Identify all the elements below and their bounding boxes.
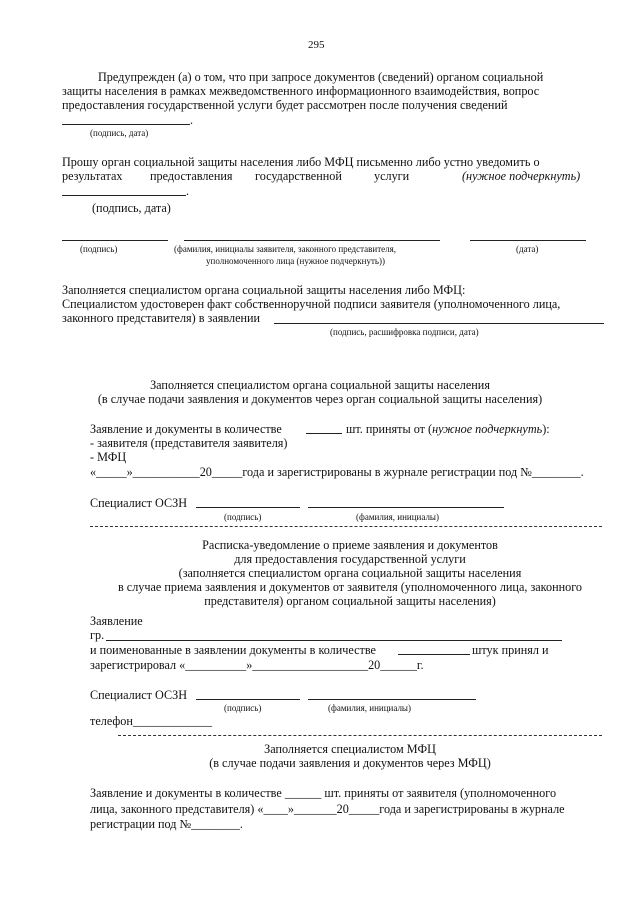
notify-underline-hint: (нужное подчеркнуть) bbox=[462, 169, 581, 183]
notify-sign-caption: (подпись, дата) bbox=[92, 201, 171, 215]
receipt-title-2: для предоставления государственной услуги bbox=[234, 552, 466, 566]
warning-sign-line[interactable] bbox=[62, 124, 190, 125]
receipt-caption-name: (фамилия, инициалы) bbox=[328, 703, 411, 713]
caption-applicant-name: (фамилия, инициалы заявителя, законного представителя, bbox=[174, 244, 397, 254]
warning-period: . bbox=[190, 113, 194, 127]
mfc-line-3: регистрации под №________. bbox=[90, 817, 243, 831]
oszn-specialist-label: Специалист ОСЗН bbox=[90, 496, 187, 510]
notify-sign-line[interactable] bbox=[62, 195, 186, 196]
cut-line-2 bbox=[118, 735, 602, 736]
oszn-docs-count-label: Заявление и документы в количестве bbox=[90, 422, 282, 436]
oszn-specialist-name-line[interactable] bbox=[308, 507, 504, 508]
warning-line-3: предоставления государственной услуги будет рассмотрен после получения сведений bbox=[62, 98, 508, 112]
caption-date: (дата) bbox=[516, 244, 539, 254]
specialist-verify-line-1: Специалистом удостоверен факт собственноручной подписи заявителя (уполномоченного лица, bbox=[62, 297, 561, 311]
mfc-title: Заполняется специалистом МФЦ bbox=[264, 742, 436, 756]
notify-word-1: результатах bbox=[62, 169, 123, 183]
caption-applicant-name-2: уполномоченного лица (нужное подчеркнуть)) bbox=[206, 256, 385, 266]
specialist-verify-sign-line[interactable] bbox=[274, 323, 604, 324]
notify-period: . bbox=[186, 184, 190, 198]
receipt-caption-sign: (подпись) bbox=[224, 703, 262, 713]
mfc-line-2: лица, законного представителя) «____»_______20_____года и зарегистрированы в журнале bbox=[90, 802, 565, 816]
mfc-subtitle: (в случае подачи заявления и документов через МФЦ) bbox=[209, 756, 491, 770]
specialist-verify-caption: (подпись, расшифровка подписи, дата) bbox=[330, 327, 479, 337]
oszn-docs-count-field[interactable] bbox=[306, 433, 342, 434]
notify-line-1: Прошу орган социальной защиты населения либо МФЦ письменно либо устно уведомить о bbox=[62, 155, 540, 169]
receipt-statement-label: Заявление bbox=[90, 614, 143, 628]
warning-sign-caption: (подпись, дата) bbox=[90, 128, 149, 138]
cut-line bbox=[90, 526, 602, 527]
page-number: 295 bbox=[308, 39, 325, 51]
notify-word-2: предоставления bbox=[150, 169, 233, 183]
notify-word-4: услуги bbox=[374, 169, 410, 183]
receipt-specialist-sign-line[interactable] bbox=[196, 699, 300, 700]
oszn-caption-name: (фамилия, инициалы) bbox=[356, 512, 439, 522]
notify-word-3: государственной bbox=[255, 169, 342, 183]
oszn-date-registration: «_____»___________20_____года и зарегистрированы в журнале регистрации под №________. bbox=[90, 465, 584, 479]
specialist-verify-line-2: законного представителя) в заявлении bbox=[62, 311, 261, 325]
receipt-title-5: представителя) органом социальной защиты населения) bbox=[204, 594, 496, 608]
receipt-title-3: (заполняется специалистом органа социальной защиты населения bbox=[178, 566, 522, 580]
oszn-specialist-sign-line[interactable] bbox=[196, 507, 300, 508]
receipt-specialist-name-line[interactable] bbox=[308, 699, 476, 700]
oszn-title: Заполняется специалистом органа социальной защиты населения bbox=[150, 378, 490, 392]
oszn-option-mfc[interactable]: - МФЦ bbox=[90, 450, 127, 464]
receipt-phone: телефон_____________ bbox=[90, 714, 213, 728]
signature-line[interactable] bbox=[62, 240, 168, 241]
oszn-option-applicant[interactable]: - заявителя (представителя заявителя) bbox=[90, 436, 288, 450]
warning-line-2: защиты населения в рамках межведомственного информационного взаимодействия, вопрос bbox=[62, 84, 540, 98]
oszn-subtitle: (в случае подачи заявления и документов через орган социальной защиты населения) bbox=[97, 392, 543, 406]
oszn-caption-sign: (подпись) bbox=[224, 512, 262, 522]
oszn-accepted-from: шт. приняты от (нужное подчеркнуть): bbox=[346, 422, 550, 436]
receipt-docs-count-field[interactable] bbox=[398, 654, 470, 655]
date-line[interactable] bbox=[470, 240, 586, 241]
warning-line-1: Предупрежден (а) о том, что при запросе документов (сведений) органом социальной bbox=[98, 70, 544, 84]
specialist-fill-title: Заполняется специалистом органа социальной защиты населения либо МФЦ: bbox=[62, 283, 466, 297]
receipt-gr-field[interactable] bbox=[106, 640, 562, 641]
receipt-gr-label: гр. bbox=[90, 628, 105, 642]
receipt-docs-label: и поименованные в заявлении документы в количестве bbox=[90, 643, 376, 657]
mfc-line-1: Заявление и документы в количестве ______ шт. приняты от заявителя (уполномоченного bbox=[90, 786, 557, 800]
receipt-specialist-label: Специалист ОСЗН bbox=[90, 688, 187, 702]
receipt-title: Расписка-уведомление о приеме заявления и документов bbox=[202, 538, 498, 552]
applicant-name-line[interactable] bbox=[184, 240, 440, 241]
receipt-title-4: в случае приема заявления и документов от заявителя (уполномоченного лица, законного bbox=[117, 580, 582, 594]
caption-signature: (подпись) bbox=[80, 244, 118, 254]
receipt-accepted-text: штук принял и bbox=[472, 643, 549, 657]
receipt-registered-line: зарегистрировал «__________»___________________20______г. bbox=[90, 658, 424, 672]
